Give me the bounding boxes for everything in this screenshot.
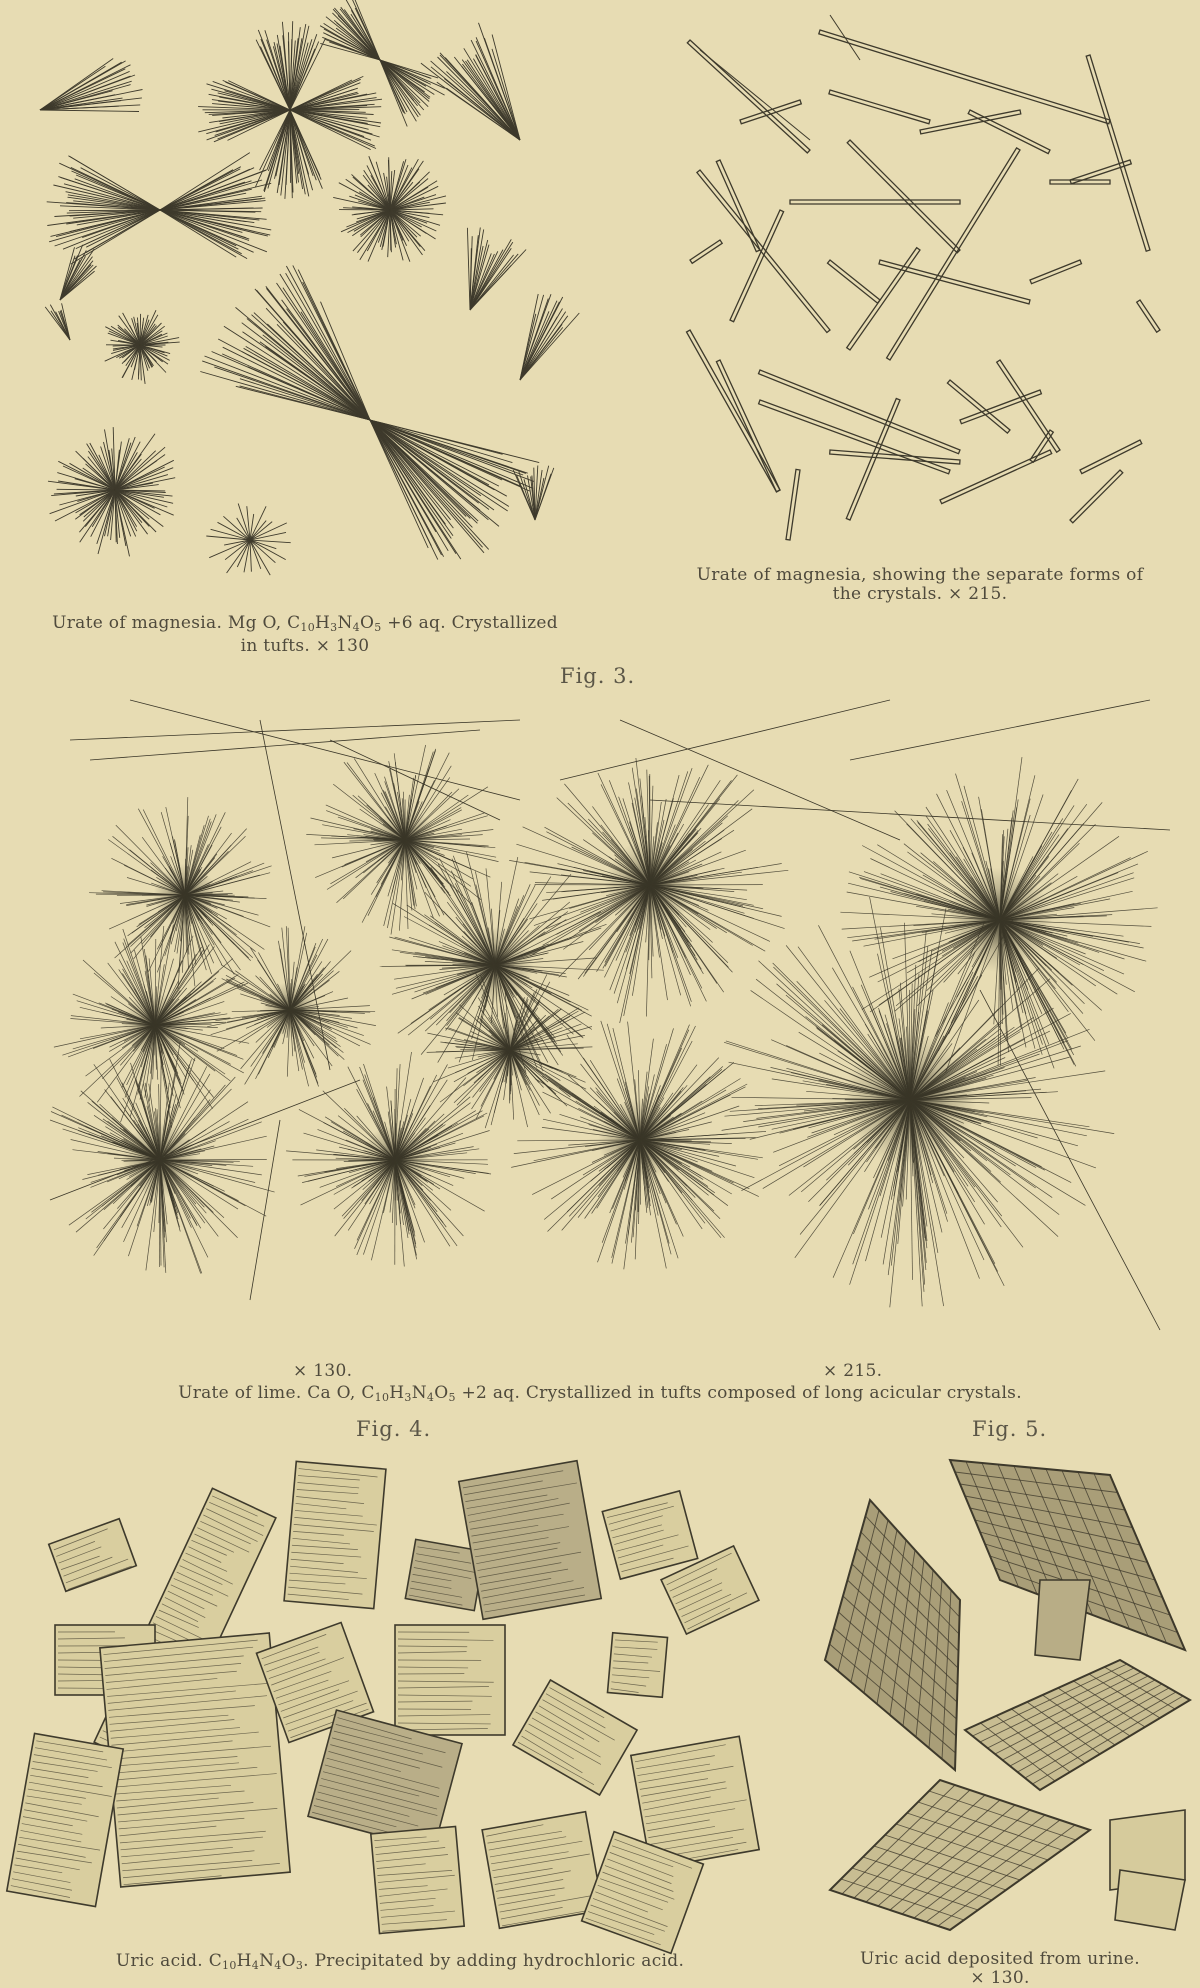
caption-magnesia-tufts-line2: in tufts. × 130 xyxy=(0,637,610,656)
caption-text: Urate of magnesia. Mg O, C xyxy=(52,613,300,633)
caption-magnesia-tufts-line1 xyxy=(0,614,610,637)
caption-magnesia-tufts xyxy=(0,614,610,656)
caption-text: +2 aq. Crystallized in tufts composed of long acicular crystals. xyxy=(456,1383,1022,1403)
subscript: 10 xyxy=(222,1959,237,1972)
caption-text: O xyxy=(360,613,374,633)
caption-text: Uric acid. C xyxy=(116,1951,222,1971)
caption-magnesia-separate-line1: Urate of magnesia, showing the separate forms of xyxy=(640,566,1200,585)
caption-magnesia-separate-line2: the crystals. × 215. xyxy=(640,585,1200,604)
caption-text: N xyxy=(337,613,352,633)
magnification-215: × 215. xyxy=(823,1362,882,1381)
subscript: 3 xyxy=(404,1391,411,1404)
uric-acid-plates-drawing xyxy=(7,1461,759,1954)
subscript: 10 xyxy=(375,1391,390,1404)
subscript: 4 xyxy=(427,1391,434,1404)
figure-label-4: Fig. 4. xyxy=(356,1417,431,1441)
magnesia-tufts-drawing xyxy=(40,0,579,575)
figure-label-5: Fig. 5. xyxy=(972,1417,1047,1441)
figure-label-3: Fig. 3. xyxy=(560,664,635,688)
caption-text: H xyxy=(237,1951,252,1971)
subscript: 3 xyxy=(296,1959,303,1972)
subscript: 5 xyxy=(374,621,381,634)
magnesia-needles-drawing xyxy=(687,15,1161,540)
magnification-130: × 130. xyxy=(293,1362,352,1381)
caption-text: +6 aq. Crystallized xyxy=(382,613,558,633)
caption-text: O xyxy=(434,1383,448,1403)
subscript: 10 xyxy=(300,621,315,634)
caption-text: . Precipitated by adding hydrochloric acid. xyxy=(303,1951,684,1971)
caption-uric-acid-precipitated xyxy=(30,1952,770,1975)
caption-text: H xyxy=(389,1383,404,1403)
subscript: 4 xyxy=(353,621,360,634)
caption-uric-acid-urine-line2: × 130. xyxy=(800,1969,1200,1988)
subscript: 4 xyxy=(274,1959,281,1972)
subscript: 5 xyxy=(448,1391,455,1404)
caption-uric-acid-urine-line1: Uric acid deposited from urine. xyxy=(800,1950,1200,1969)
caption-text: Urate of lime. Ca O, C xyxy=(178,1383,375,1403)
caption-text: N xyxy=(259,1951,274,1971)
caption-magnesia-separate xyxy=(640,566,1200,604)
lime-bursts-drawing xyxy=(50,700,1170,1330)
caption-text: H xyxy=(315,613,330,633)
caption-urate-of-lime xyxy=(0,1384,1200,1407)
uric-acid-rhombs-drawing xyxy=(825,1460,1190,1930)
subscript: 3 xyxy=(330,621,337,634)
caption-text: N xyxy=(412,1383,427,1403)
caption-text: O xyxy=(282,1951,296,1971)
caption-uric-acid-urine xyxy=(800,1950,1200,1988)
subscript: 4 xyxy=(252,1959,259,1972)
